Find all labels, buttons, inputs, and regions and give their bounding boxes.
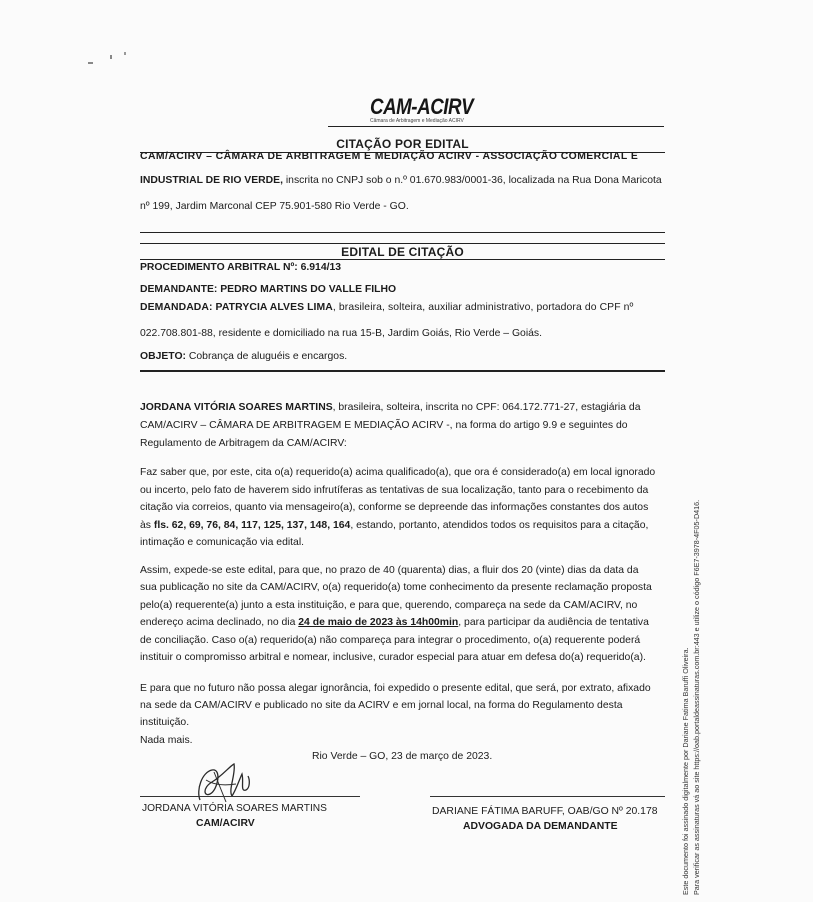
p3-line-4-rest: , para participar da audiência de tentativa [458, 617, 649, 628]
date-place: Rio Verde – GO, 23 de março de 2023. [312, 751, 493, 762]
signature-line-right [430, 796, 665, 797]
signer-right-name: DARIANE FÁTIMA BARUFF, OAB/GO Nº 20.178 [432, 806, 658, 817]
p3-date: 24 de maio de 2023 às 14h00min [298, 617, 459, 628]
p4-line-3: instituição. [140, 717, 190, 728]
p2-line-1: Faz saber que, por este, cita o(a) requerido(a) acima qualificado(a), que ora é considerado(a) em local ignorado [140, 467, 656, 478]
p2-line-4 [140, 520, 648, 531]
demandada-bold: DEMANDADA: PATRYCIA ALVES LIMA [140, 302, 333, 313]
scan-speck [110, 55, 112, 59]
citacao-line-2-bold: INDUSTRIAL DE RIO VERDE, [140, 175, 283, 186]
stamp-line-1: Este documento foi assinado digitalmente por Dariane Fatima Baruffi Oliveira. [681, 647, 690, 895]
demandada-rest: , brasileira, solteira, auxiliar administrativo, portadora do CPF nº [332, 302, 634, 313]
logo [370, 94, 491, 124]
objeto-bold: OBJETO: [140, 351, 186, 362]
p1-line-3: Regulamento de Arbitragem da CAM/ACIRV: [140, 438, 347, 449]
citacao-line-2 [140, 175, 662, 186]
demandada [140, 302, 633, 313]
p2-line-4-rest: , estando, portanto, atendidos todos os requisitos para a citação, [350, 520, 649, 531]
objeto-rest: Cobrança de aluguéis e encargos. [186, 351, 348, 362]
p1-name: JORDANA VITÓRIA SOARES MARTINS [140, 402, 333, 413]
signature-line-left [140, 796, 360, 797]
citacao-line-1: CAM/ACIRV – CÂMARA DE ARBITRAGEM E MEDIAÇÃO ACIRV - ASSOCIAÇÃO COMERCIAL E [140, 151, 639, 162]
p2-line-4-pre: às [140, 520, 154, 531]
p2-pages: fls. 62, 69, 76, 84, 117, 125, 137, 148, 164 [153, 520, 351, 531]
citacao-line-2-rest: inscrita no CNPJ sob o n.º 01.670.983/0001-36, localizada na Rua Dona Maricota [282, 175, 662, 186]
p3-line-2: sua publicação no site da CAM/ACIRV, o(a) requerido(a) tome conhecimento da presente reclamação proposta [140, 582, 652, 593]
p1-line-2: CAM/ACIRV – CÂMARA DE ARBITRAGEM E MEDIAÇÃO ACIRV -, na forma do artigo 9.9 e seguintes do [140, 420, 628, 431]
divider [140, 232, 665, 233]
p5-line: Nada mais. [140, 735, 193, 746]
stamp-line-2: Para verificar as assinaturas vá ao site https://oab.portaldeassinaturas.com.br:443 e utilize o código F6E7-3978-4F05-D416. [692, 499, 701, 895]
p2-line-5: intimação e comunicação via edital. [140, 537, 305, 548]
p3-line-3: pelo(a) requerente(a) junto a esta instituição, e para que, querendo, compareça na sede da CAM/ACIRV, no [140, 600, 638, 611]
objeto [140, 351, 347, 362]
p4-line-1: E para que no futuro não possa alegar ignorância, foi expedido o presente edital, que será, por extrato, afixado [140, 683, 651, 694]
handwritten-signature [192, 760, 254, 806]
divider [140, 370, 665, 372]
procedimento: PROCEDIMENTO ARBITRAL Nº: 6.914/13 [140, 262, 342, 273]
p3-line-4-pre: endereço acima declinado, no dia [140, 617, 299, 628]
p3-line-4 [140, 617, 649, 628]
signer-left-name: JORDANA VITÓRIA SOARES MARTINS [142, 803, 327, 814]
p2-line-3: citação via correios, quanto via mensageiro(a), conforme se depreende das informações constantes dos autos [140, 502, 649, 513]
p2-line-2: ou incerto, pelo fato de haverem sido infrutíferas as tentativas de sua localização, tanto para o recebimento da [140, 485, 649, 496]
p1-line-1-rest: , brasileira, solteira, inscrita no CPF: 064.172.771-27, estagiária da [332, 402, 641, 413]
logo-text: CAM-ACIRV [370, 94, 474, 119]
divider [328, 126, 664, 127]
edital-title: EDITAL DE CITAÇÃO [341, 245, 464, 259]
demandada-line-2: 022.708.801-88, residente e domiciliado na rua 15-B, Jardim Goiás, Rio Verde – Goiás. [140, 328, 543, 339]
p1-line-1 [140, 402, 640, 413]
logo-subtitle: Câmara de Arbitragem e Mediação ACIRV [370, 118, 464, 124]
scan-speck [124, 52, 126, 55]
citacao-line-3: nº 199, Jardim Marconal CEP 75.901-580 Rio Verde - GO. [140, 201, 409, 212]
p3-line-5: de conciliação. Caso o(a) requerido(a) não compareça para integrar o procedimento, o(a) requerente poderá [140, 635, 641, 646]
demandante: DEMANDANTE: PEDRO MARTINS DO VALLE FILHO [140, 284, 397, 295]
digital-signature-stamp [680, 500, 702, 895]
signer-left-role: CAM/ACIRV [196, 818, 255, 829]
p3-line-1: Assim, expede-se este edital, para que, no prazo de 40 (quarenta) dias, a fluir dos 20 (vinte) dias da data da [140, 565, 639, 576]
signer-right-role: ADVOGADA DA DEMANDANTE [463, 821, 618, 832]
citacao-title: CITAÇÃO POR EDITAL [336, 137, 469, 151]
divider [140, 259, 665, 260]
p4-line-2: na sede da CAM/ACIRV e publicado no site da ACIRV e em jornal local, na forma do Regulamento desta [140, 700, 623, 711]
divider [140, 243, 665, 244]
scan-speck [88, 62, 93, 64]
p3-line-6: instituir o compromisso arbitral e nomear, inclusive, curador especial para atuar em defesa do(a) requerido(a). [140, 652, 646, 663]
